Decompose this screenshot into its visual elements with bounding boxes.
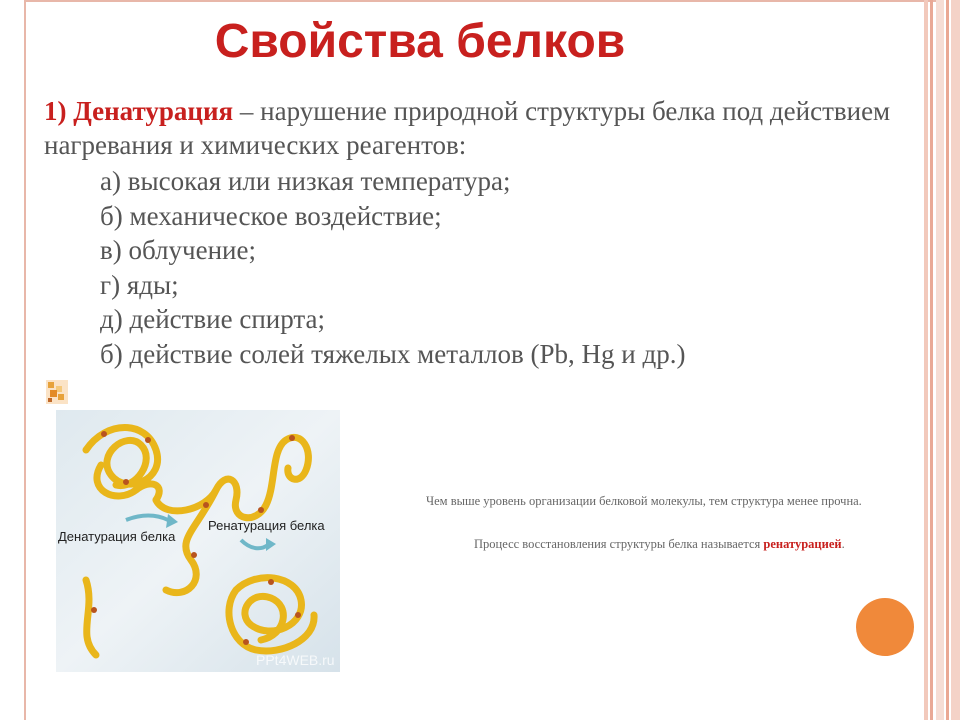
renaturation-label: Ренатурация белка xyxy=(208,518,325,533)
protein-denaturation-figure xyxy=(56,410,340,672)
note-renaturation-text: Процесс восстановления структуры белка называется xyxy=(474,537,764,551)
list-item: б) механическое воздействие; xyxy=(100,200,442,231)
factor-list xyxy=(100,164,685,372)
watermark: PPt4WEB.ru xyxy=(256,652,335,668)
note-renaturation-end: . xyxy=(841,537,845,551)
definition-term: 1) Денатурация xyxy=(44,96,234,126)
definition-text: нарушение природной структуры белка под действием нагревания и химических реагентов: xyxy=(44,96,891,160)
note-organization-text: Чем выше уровень организации белковой молекулы, тем структура менее прочна. xyxy=(426,494,862,508)
definition-paragraph xyxy=(44,94,904,162)
decorative-circle xyxy=(856,598,914,656)
list-item: г) яды; xyxy=(100,269,179,300)
renaturation-term: ренатурацией xyxy=(763,537,842,551)
list-item: а) высокая или низкая температура; xyxy=(100,166,511,196)
slide-frame-left xyxy=(24,0,26,720)
denaturation-label: Денатурация белка xyxy=(58,529,176,544)
slide-title: Свойства белков xyxy=(214,15,626,68)
definition-dash: – xyxy=(233,96,261,126)
list-item: б) действие солей тяжелых металлов (Pb, Hg и др.) xyxy=(100,338,686,369)
list-item: д) действие спирта; xyxy=(100,304,326,335)
list-item: в) облучение; xyxy=(100,235,256,266)
checker-marker-icon xyxy=(46,380,68,404)
slide-frame-top xyxy=(24,0,936,2)
decorative-stripes xyxy=(924,0,960,720)
note-renaturation xyxy=(390,536,886,553)
note-organization xyxy=(390,493,886,510)
